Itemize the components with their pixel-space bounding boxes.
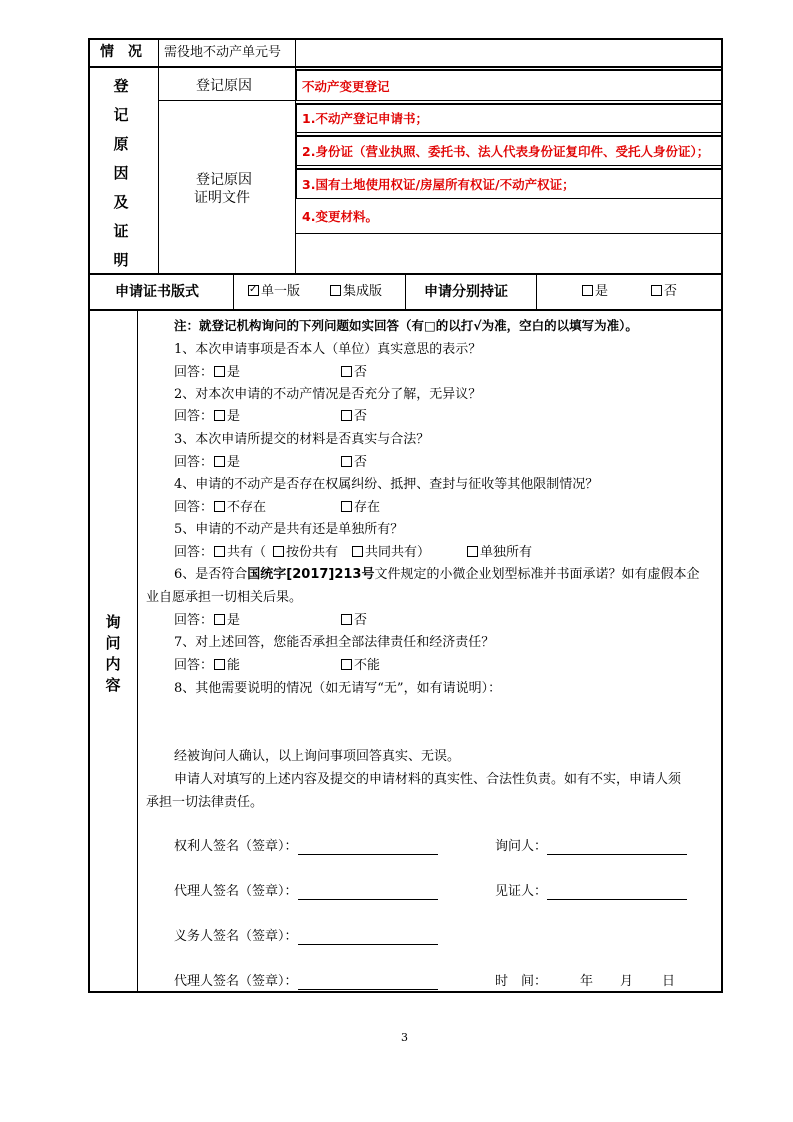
agent-signature-2: 代理人签名（签章）： bbox=[174, 974, 438, 990]
witness-signature: 见证人： bbox=[495, 884, 687, 900]
proof-item-4: 4.变更材料。 bbox=[302, 209, 378, 224]
checkbox-icon[interactable] bbox=[341, 456, 352, 467]
q1-no[interactable]: 否 bbox=[341, 365, 367, 381]
question-7: 7、对上述回答，您能否承担全部法律责任和经济责任？ bbox=[174, 635, 495, 650]
table-bottom-border bbox=[88, 991, 723, 993]
cell-divider bbox=[158, 66, 159, 273]
row-divider bbox=[295, 168, 723, 170]
proof-label-line1: 登记原因 bbox=[196, 172, 252, 188]
time-day: 日 bbox=[662, 974, 676, 989]
table-left-border bbox=[88, 38, 90, 993]
row-divider bbox=[295, 135, 723, 137]
checkbox-icon[interactable] bbox=[214, 614, 225, 625]
row-divider bbox=[295, 233, 723, 234]
signature-line[interactable] bbox=[298, 885, 438, 900]
checkbox-icon[interactable] bbox=[214, 546, 225, 557]
q7-can[interactable]: 能 bbox=[214, 658, 240, 674]
q6-yes[interactable]: 是 bbox=[214, 613, 240, 629]
row-divider bbox=[88, 66, 723, 68]
q6-no[interactable]: 否 bbox=[341, 613, 367, 629]
declare-text-line2: 承担一切法律责任。 bbox=[146, 795, 264, 810]
time-label: 时 间： bbox=[495, 974, 548, 989]
row-divider bbox=[295, 132, 723, 133]
cell-divider bbox=[295, 103, 297, 198]
separate-yes-option[interactable]: 是 bbox=[582, 284, 608, 300]
situation-label: 情 况 bbox=[100, 44, 142, 60]
question-2: 2、对本次申请的不动产情况是否充分了解，无异议？ bbox=[174, 387, 482, 402]
row-divider bbox=[295, 165, 723, 166]
signature-line[interactable] bbox=[298, 975, 438, 990]
confirm-text: 经被询问人确认，以上询问事项回答真实、无误。 bbox=[174, 749, 461, 764]
table-right-border bbox=[721, 38, 723, 993]
q5-co-owned[interactable]: 共有（ bbox=[214, 545, 266, 561]
servient-unit-value[interactable] bbox=[302, 45, 712, 61]
checkbox-icon[interactable] bbox=[341, 614, 352, 625]
cell-divider bbox=[536, 273, 537, 309]
q1-yes[interactable]: 是 bbox=[214, 365, 240, 381]
checkbox-icon[interactable] bbox=[214, 501, 225, 512]
question-3: 3、本次申请所提交的材料是否真实与合法？ bbox=[174, 432, 430, 447]
checkbox-icon[interactable] bbox=[467, 546, 478, 557]
checkbox-icon[interactable] bbox=[582, 285, 593, 296]
q3-yes[interactable]: 是 bbox=[214, 455, 240, 471]
obligor-signature: 义务人签名（签章）： bbox=[174, 929, 438, 945]
q4-not-exist[interactable]: 不存在 bbox=[214, 500, 266, 516]
table-top-border bbox=[88, 38, 723, 40]
question-6-line2: 业自愿承担一切相关后果。 bbox=[146, 590, 303, 605]
row-divider bbox=[295, 103, 723, 105]
proof-item-3: 3.国有土地使用权证/房屋所有权证/不动产权证； bbox=[302, 177, 575, 192]
cell-divider bbox=[295, 69, 297, 100]
q4-exist[interactable]: 存在 bbox=[341, 500, 380, 516]
row-divider bbox=[295, 198, 723, 199]
proof-item-1: 1.不动产登记申请书； bbox=[302, 111, 428, 126]
checkbox-icon[interactable] bbox=[214, 410, 225, 421]
checkbox-icon[interactable] bbox=[214, 366, 225, 377]
cert-set-option[interactable]: 集成版 bbox=[330, 284, 382, 300]
answer-label: 回答： bbox=[174, 658, 214, 673]
servient-unit-label: 需役地不动产单元号 bbox=[164, 45, 282, 60]
question-8: 8、其他需要说明的情况（如无请写“无”，如有请说明）： bbox=[174, 681, 502, 696]
separate-no-option[interactable]: 否 bbox=[651, 284, 677, 300]
cert-single-option[interactable]: ✓ 单一版 bbox=[248, 284, 300, 300]
cell-divider bbox=[233, 273, 234, 309]
right-holder-signature: 权利人签名（签章）： bbox=[174, 839, 438, 855]
cert-format-label: 申请证书版式 bbox=[115, 284, 199, 300]
signature-line[interactable] bbox=[298, 840, 438, 855]
question-1: 1、本次申请事项是否本人（单位）真实意思的表示？ bbox=[174, 342, 482, 357]
answer-label: 回答： bbox=[174, 455, 214, 470]
proof-item-2: 2.身份证（营业执照、委托书、法人代表身份证复印件、受托人身份证）； bbox=[302, 144, 710, 159]
reason-value[interactable]: 不动产变更登记 bbox=[302, 79, 390, 94]
agent-signature: 代理人签名（签章）： bbox=[174, 884, 438, 900]
checkbox-icon[interactable] bbox=[341, 366, 352, 377]
checkbox-icon[interactable] bbox=[330, 285, 341, 296]
checkbox-icon[interactable] bbox=[651, 285, 662, 296]
answer-label: 回答： bbox=[174, 500, 214, 515]
answer-label: 回答： bbox=[174, 545, 214, 560]
answer-label: 回答： bbox=[174, 365, 214, 380]
signature-line[interactable] bbox=[298, 930, 438, 945]
question-6: 6、是否符合国统字[2017]213号文件规定的小微企业划型标准并书面承诺？如有虚假本企 bbox=[174, 567, 700, 582]
q5-joint[interactable]: 共同共有） bbox=[352, 545, 430, 561]
checkbox-icon[interactable] bbox=[341, 410, 352, 421]
time-year: 年 bbox=[580, 974, 594, 989]
separate-cert-label: 申请分别持证 bbox=[424, 284, 508, 300]
checkbox-icon[interactable] bbox=[214, 456, 225, 467]
page-number: 3 bbox=[401, 1031, 408, 1044]
cell-divider bbox=[137, 309, 138, 991]
q5-by-share[interactable]: 按份共有 bbox=[273, 545, 338, 561]
proof-item-5[interactable] bbox=[302, 243, 712, 259]
checkbox-icon[interactable] bbox=[341, 659, 352, 670]
cell-divider bbox=[295, 38, 296, 66]
answer-label: 回答： bbox=[174, 613, 214, 628]
checkbox-icon[interactable] bbox=[341, 501, 352, 512]
row-divider bbox=[158, 100, 723, 101]
signature-line[interactable] bbox=[547, 840, 687, 855]
row-divider bbox=[88, 309, 723, 311]
question-8-answer-area[interactable] bbox=[146, 700, 711, 740]
cell-divider bbox=[158, 38, 159, 66]
reason-label: 登记原因 bbox=[196, 78, 252, 94]
checkbox-icon[interactable] bbox=[352, 546, 363, 557]
q7-cannot[interactable]: 不能 bbox=[341, 658, 380, 674]
cell-divider bbox=[405, 273, 406, 309]
checkbox-checked-icon[interactable] bbox=[248, 285, 259, 296]
checkbox-icon[interactable] bbox=[273, 546, 284, 557]
checkbox-icon[interactable] bbox=[214, 659, 225, 670]
reg-vertical-title: 登 记 原 因 及 证 明 bbox=[113, 77, 129, 269]
proof-label-line2: 证明文件 bbox=[194, 190, 250, 206]
inquiry-note: 注：就登记机构询问的下列问题如实回答（有□的以打√为准，空白的以填写为准）。 bbox=[174, 318, 638, 333]
question-4: 4、申请的不动产是否存在权属纠纷、抵押、查封与征收等其他限制情况？ bbox=[174, 477, 599, 492]
row-divider bbox=[295, 69, 723, 71]
answer-label: 回答： bbox=[174, 409, 214, 424]
q2-no[interactable]: 否 bbox=[341, 409, 367, 425]
time-month: 月 bbox=[620, 974, 634, 989]
inquirer-signature: 询问人： bbox=[495, 839, 687, 855]
declare-text-line1: 申请人对填写的上述内容及提交的申请材料的真实性、合法性负责。如有不实，申请人须 bbox=[174, 772, 682, 787]
q3-no[interactable]: 否 bbox=[341, 455, 367, 471]
signature-line[interactable] bbox=[547, 885, 687, 900]
q2-yes[interactable]: 是 bbox=[214, 409, 240, 425]
question-5: 5、申请的不动产是共有还是单独所有？ bbox=[174, 522, 404, 537]
q5-sole[interactable]: 单独所有 bbox=[467, 545, 532, 561]
inquiry-vertical-title: 询 问 内 容 bbox=[105, 613, 121, 694]
